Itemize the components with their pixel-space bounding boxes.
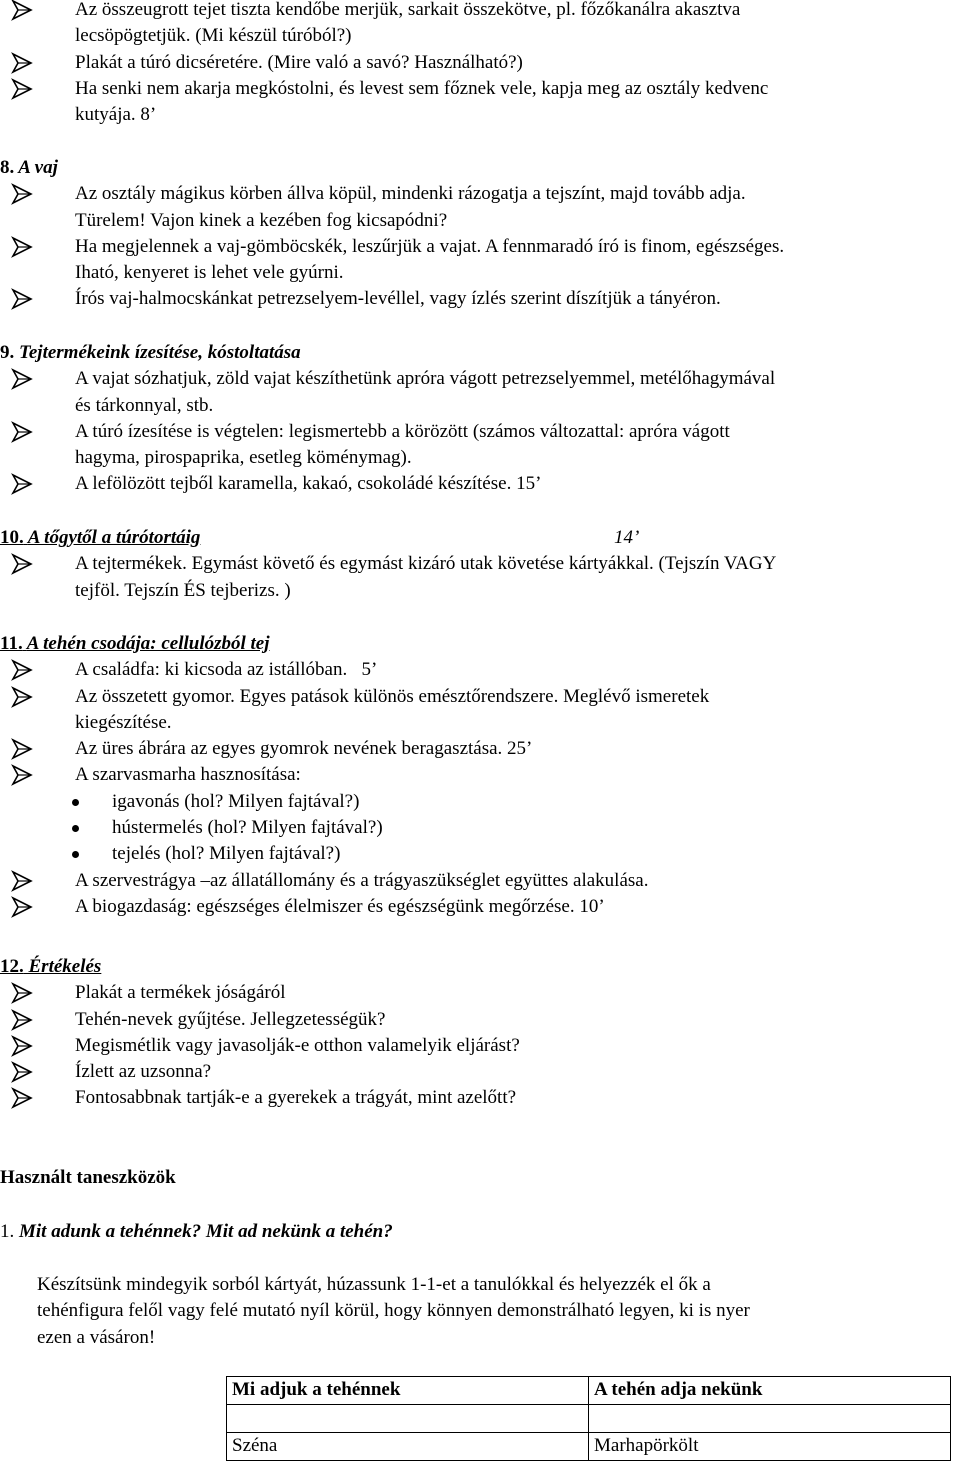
arrow-bullet-icon bbox=[11, 657, 33, 683]
list-item: Tehén-nevek gyűjtése. Jellegzetességük? bbox=[0, 1007, 935, 1033]
arrow-bullet-icon bbox=[11, 684, 33, 710]
dot-bullet-icon bbox=[72, 851, 79, 858]
section-10 bbox=[0, 525, 935, 604]
arrow-bullet-icon bbox=[11, 1007, 33, 1033]
list-item: Fontosabbnak tartják-e a gyerekek a trágyát, mint azelőtt? bbox=[0, 1085, 935, 1111]
table-header-cell: A tehén adja nekünk bbox=[589, 1377, 951, 1405]
arrow-bullet-icon bbox=[11, 736, 33, 762]
tools-subheading: 1. Mit adunk a tehénnek? Mit ad nekünk a tehén? bbox=[0, 1221, 393, 1242]
list-item: A tejtermékek. Egymást követő és egymást kizáró utak követése kártyákkal. (Tejszín VAGY tejföl. Tejszín ÉS tejberizs. ) bbox=[0, 551, 935, 604]
table-cell bbox=[589, 1405, 951, 1433]
list-item: Az üres ábrára az egyes gyomrok nevének beragasztása. 25’ bbox=[0, 736, 935, 762]
table-row bbox=[227, 1433, 951, 1461]
arrow-bullet-icon bbox=[11, 234, 33, 260]
tools-heading: Használt taneszközök bbox=[0, 1167, 176, 1188]
sub-list-item: tejelés (hol? Milyen fajtával?) bbox=[0, 841, 935, 867]
list-item: Ízlett az uzsonna? bbox=[0, 1059, 935, 1085]
list-item: Megismétlik vagy javasolják-e otthon valamelyik eljárást? bbox=[0, 1033, 935, 1059]
sub-list-item: hústermelés (hol? Milyen fajtával?) bbox=[0, 815, 935, 841]
list-item: A túró ízesítése is végtelen: legismertebb a körözött (számos változattal: apróra vágott hagyma, pirospaprika, esetleg köménymag). bbox=[0, 419, 935, 472]
list-item: Az összeugrott tejet tiszta kendőbe merjük, sarkait összekötve, pl. főzőkanálra akasztva lecsöpögtetjük. (Mi készül túróból?) bbox=[0, 0, 935, 50]
list-item: A szarvasmarha hasznosítása: bbox=[0, 762, 935, 788]
section-12 bbox=[0, 954, 935, 1112]
arrow-bullet-icon bbox=[11, 894, 33, 920]
arrow-bullet-icon bbox=[11, 1059, 33, 1085]
list-item: Az összetett gyomor. Egyes patások különös emésztőrendszere. Meglévő ismeretek kiegészítése. bbox=[0, 684, 935, 737]
list-item: Ha megjelennek a vaj-gömböcskék, leszűrjük a vajat. A fennmaradó író is finom, egészséges. Iható, kenyeret is lehet vele gyúrni. bbox=[0, 234, 935, 287]
arrow-bullet-icon bbox=[11, 1085, 33, 1111]
arrow-bullet-icon bbox=[11, 366, 33, 392]
dot-bullet-icon bbox=[72, 825, 79, 832]
list-item: A biogazdaság: egészséges élelmiszer és egészségünk megőrzése. 10’ bbox=[0, 894, 935, 920]
section-heading: 8. A vaj bbox=[0, 157, 58, 178]
arrow-bullet-icon bbox=[11, 181, 33, 207]
arrow-bullet-icon bbox=[11, 762, 33, 788]
list-item: A családfa: ki kicsoda az istállóban. 5’ bbox=[0, 657, 935, 683]
arrow-bullet-icon bbox=[11, 419, 33, 445]
arrow-bullet-icon bbox=[11, 980, 33, 1006]
arrow-bullet-icon bbox=[11, 868, 33, 894]
intro-list bbox=[0, 0, 935, 128]
list-item: Plakát a termékek jóságáról bbox=[0, 980, 935, 1006]
arrow-bullet-icon bbox=[11, 471, 33, 497]
section-heading: 11. A tehén csodája: cellulózból tej bbox=[0, 633, 270, 654]
list-item: A lefölözött tejből karamella, kakaó, csokoládé készítése. 15’ bbox=[0, 471, 935, 497]
arrow-bullet-icon bbox=[11, 1033, 33, 1059]
table-cell: Széna bbox=[227, 1433, 589, 1461]
list-item: A vajat sózhatjuk, zöld vajat készíthetünk apróra vágott petrezselyemmel, metélőhagymával és tárkonnyal, stb. bbox=[0, 366, 935, 419]
arrow-bullet-icon bbox=[11, 50, 33, 76]
cards-table bbox=[226, 1376, 951, 1461]
section-9 bbox=[0, 340, 935, 498]
list-item: Ha senki nem akarja megkóstolni, és levest sem főznek vele, kapja meg az osztály kedvenc kutyája. 8’ bbox=[0, 76, 935, 129]
section-11 bbox=[0, 631, 935, 920]
list-item: Írós vaj-halmocskánkat petrezselyem-levéllel, vagy ízlés szerint díszítjük a tányéron. bbox=[0, 286, 935, 312]
arrow-bullet-icon bbox=[11, 286, 33, 312]
list-item: Az osztály mágikus körben állva köpül, mindenki rázogatja a tejszínt, majd tovább adja. Türelem! Vajon kinek a kezében fog kicsapódni? bbox=[0, 181, 935, 234]
section-8 bbox=[0, 155, 935, 313]
list-item: A szervestrágya –az állatállomány és a trágyaszükséglet együttes alakulása. bbox=[0, 868, 935, 894]
section-heading: 9. Tejtermékeink ízesítése, kóstoltatása bbox=[0, 342, 301, 363]
table-cell: Marhapörkölt bbox=[589, 1433, 951, 1461]
arrow-bullet-icon bbox=[11, 76, 33, 102]
section-heading: 10. A tőgytől a túrótortáig 14’ bbox=[0, 525, 935, 551]
section-heading: 12. Értékelés bbox=[0, 956, 102, 977]
duration-label: 14’ bbox=[614, 527, 640, 548]
sub-list-item: igavonás (hol? Milyen fajtával?) bbox=[0, 789, 935, 815]
dot-bullet-icon bbox=[72, 799, 79, 806]
table-header-row bbox=[227, 1377, 951, 1405]
table-cell bbox=[227, 1405, 589, 1433]
arrow-bullet-icon bbox=[11, 551, 33, 577]
table-row bbox=[227, 1405, 951, 1433]
tools-paragraph: Készítsünk mindegyik sorból kártyát, húzassunk 1-1-et a tanulókkal és helyezzék el ők a tehénfigura felől vagy felé mutató nyíl körül, hogy könnyen demonstrálható legyen, ki is nyer ezen a vásáron! bbox=[37, 1274, 750, 1348]
list-item: Plakát a túró dicséretére. (Mire való a savó? Használható?) bbox=[0, 50, 935, 76]
table-header-cell: Mi adjuk a tehénnek bbox=[227, 1377, 589, 1405]
arrow-bullet-icon bbox=[11, 0, 33, 23]
